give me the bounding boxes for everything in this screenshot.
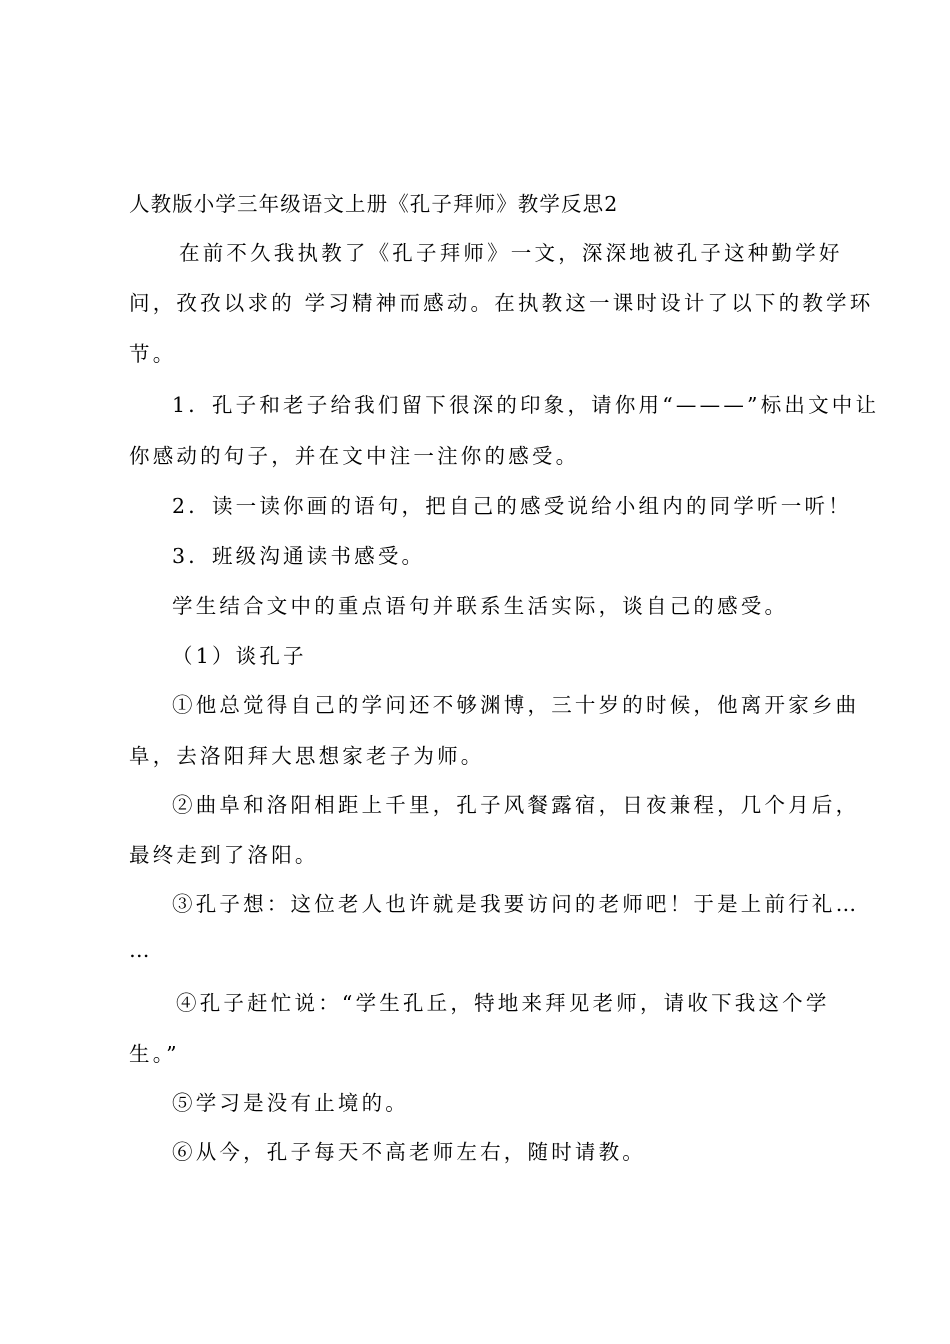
- paragraph-line: 问，孜孜以求的 学习精神而感动。在执教这一课时设计了以下的教学环: [129, 291, 874, 315]
- paragraph-line: ④孔子赶忙说：“学生孔丘，特地来拜见老师，请收下我这个学: [176, 991, 830, 1015]
- document-title: 人教版小学三年级语文上册《孔子拜师》教学反思2: [129, 192, 619, 216]
- section-heading: （1）谈孔子: [172, 644, 307, 668]
- paragraph-line: 学生结合文中的重点语句并联系生活实际，谈自己的感受。: [172, 594, 789, 618]
- paragraph-line: 节。: [129, 342, 177, 366]
- paragraph-line: ①他总觉得自己的学问还不够渊博，三十岁的时候，他离开家乡曲: [172, 693, 860, 717]
- paragraph-line: ⑥从今，孔子每天不高老师左右，随时请教。: [172, 1140, 646, 1164]
- paragraph-line: ⑤学习是没有止境的。: [172, 1091, 409, 1115]
- paragraph-line: 2．读一读你画的语句，把自己的感受说给小组内的同学听一听！: [172, 494, 852, 518]
- paragraph-line: 你感动的句子，并在文中注一注你的感受。: [129, 444, 580, 468]
- paragraph-line: …: [129, 938, 153, 962]
- paragraph-line: ③孔子想：这位老人也许就是我要访问的老师吧！于是上前行礼…: [172, 892, 860, 916]
- paragraph-line: 最终走到了洛阳。: [129, 843, 319, 867]
- paragraph-line: 生。”: [129, 1042, 180, 1066]
- paragraph-line: 在前不久我执教了《孔子拜师》一文，深深地被孔子这种勤学好: [179, 241, 843, 265]
- paragraph-line: ②曲阜和洛阳相距上千里，孔子风餐露宿，日夜兼程，几个月后，: [172, 793, 860, 817]
- paragraph-line: 阜，去洛阳拜大思想家老子为师。: [129, 744, 485, 768]
- paragraph-line: 1．孔子和老子给我们留下很深的印象，请你用“———”标出文中让: [172, 393, 880, 417]
- paragraph-line: 3．班级沟通读书感受。: [172, 544, 426, 568]
